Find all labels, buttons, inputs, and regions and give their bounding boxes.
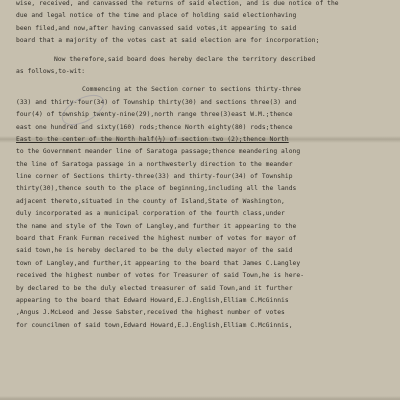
text-line: appearing to the board that Edward Howard,E.J.English,Elliam C.McGinnis: [16, 296, 289, 304]
text-line: Now therefore,said board does hereby declare the territory described: [54, 55, 316, 63]
text-line: due and legal notice of the time and place of holding said electionhaving: [16, 12, 297, 20]
text-line: said town,he is hereby declared to be the duly elected mayor of the said: [16, 247, 293, 255]
text-line: board that a majority of the votes cast at said election are for incorporation;: [16, 37, 320, 45]
text-line: duly incorporated as a municipal corporation of the fourth class,under: [16, 210, 285, 218]
text-line: received the highest number of votes for Treasurer of said Town,he is here-: [16, 272, 305, 280]
text-line: (33) and thirty-four(34) of Township thirty(30) and sections three(3) and: [16, 98, 297, 106]
text-line: line corner of Sections thirty-three(33) and thirty-four(34) of Township: [16, 173, 293, 181]
text-line: thirty(30),thence south to the place of beginning,including all the lands: [16, 185, 297, 193]
text-line: wise, received, and canvassed the returns of said election, and is due notice of the: [16, 0, 339, 7]
text-line: for councilmen of said town,Edward Howard,E.J.English,Elliam C.McGinnis,: [16, 321, 293, 329]
text-line: been filed,and now,after having canvassed said votes,it appearing to said: [16, 24, 297, 32]
text-line: east one hundred and sixty(160) rods;thence North eighty(80) rods;thence: [16, 123, 293, 131]
text-line: East to the center of the North half(½) of section two (2);thence North: [16, 135, 289, 143]
text-line: as follows,to-wit:: [16, 67, 86, 75]
text-line: the line of Saratoga passage in a northwesterly direction to the meander: [16, 160, 293, 168]
text-line: four(4) of township twenty-nine(29),north range three(3)east W.M.;thence: [16, 111, 293, 119]
text-line: by declared to be the duly elected treasurer of said Town,and it further: [16, 284, 293, 292]
text-line: board that Frank Furman received the highest number of votes for mayor of: [16, 235, 297, 243]
text-line: Commencing at the Section corner to sections thirty-three: [82, 86, 301, 94]
text-line: ,Angus J.McLeod and Jesse Sabster,received the highest number of votes: [16, 309, 285, 317]
document-body: [16, 0, 388, 332]
text-line: town of Langley,and further,it appearing to the board that James C.Langley: [16, 259, 301, 267]
text-line: to the Government meander line of Saratoga passage;thence meandering along: [16, 148, 301, 156]
text-line: adjacent thereto,situated in the county of Island,State of Washington,: [16, 197, 285, 205]
paper-fold: [0, 396, 400, 400]
text-line: the name and style of the Town of Langley,and further it appearing to the: [16, 222, 297, 230]
